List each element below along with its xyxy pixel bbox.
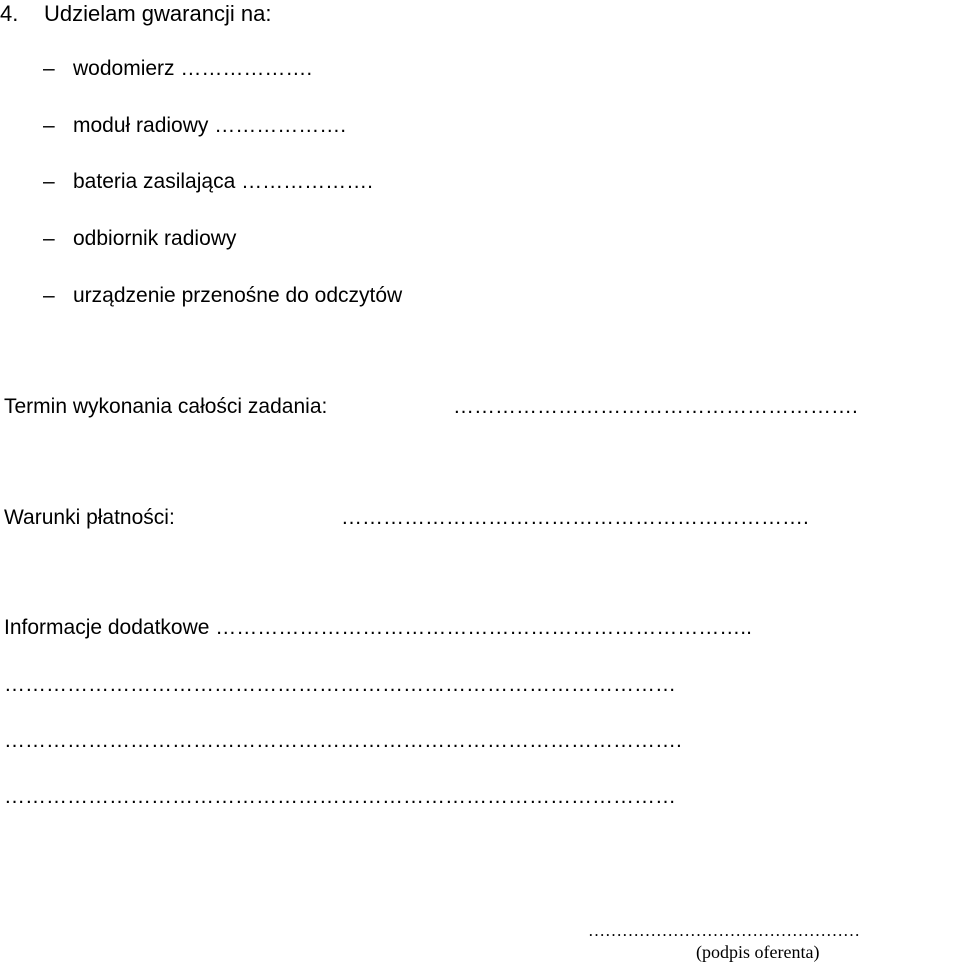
payment-blank: …………………………………………………………. <box>341 506 809 529</box>
list-item-label: wodomierz <box>73 57 175 80</box>
warranty-item-modul-radiowy <box>73 115 346 136</box>
additional-info-row <box>4 617 752 638</box>
list-item-label: urządzenie przenośne do odczytów <box>73 284 403 307</box>
warranty-item-wodomierz <box>73 58 312 79</box>
section-number: 4. <box>0 1 19 26</box>
additional-blank-line-3: …………………………………………………………………………………… <box>4 785 676 808</box>
warranty-item-odbiornik <box>73 228 236 249</box>
section-title: Udzielam gwarancji na: <box>44 1 272 26</box>
list-item-dash: – <box>43 57 55 80</box>
signature-line: ………………………………………… <box>588 921 860 940</box>
list-item-label: bateria zasilająca <box>73 170 236 193</box>
deadline-blank: …………………………………………………. <box>453 395 858 418</box>
list-item-label: moduł radiowy <box>73 114 209 137</box>
additional-info-label: Informacje dodatkowe <box>4 616 210 639</box>
warranty-item-urzadzenie <box>73 285 402 306</box>
blank-line-dots: ………………. <box>241 170 373 193</box>
additional-info-blank: ………………………………………………………………….. <box>215 616 752 639</box>
signature-label: (podpis oferenta) <box>696 942 820 962</box>
warranty-item-bateria <box>73 171 373 192</box>
blank-line-dots: ………………. <box>214 114 347 137</box>
deadline-label: Termin wykonania całości zadania: <box>4 395 328 418</box>
list-item-label: odbiornik radiowy <box>73 227 237 250</box>
payment-label: Warunki płatności: <box>4 506 175 529</box>
list-item-dash: – <box>43 170 55 193</box>
list-item-dash: – <box>43 227 55 250</box>
list-item-dash: – <box>43 284 55 307</box>
additional-blank-line-1: …………………………………………………………………………………… <box>4 673 676 696</box>
blank-line-dots: ………………. <box>180 57 313 80</box>
list-item-dash: – <box>43 114 55 137</box>
additional-blank-line-2: ……………………………………………………………………………………. <box>4 729 682 752</box>
